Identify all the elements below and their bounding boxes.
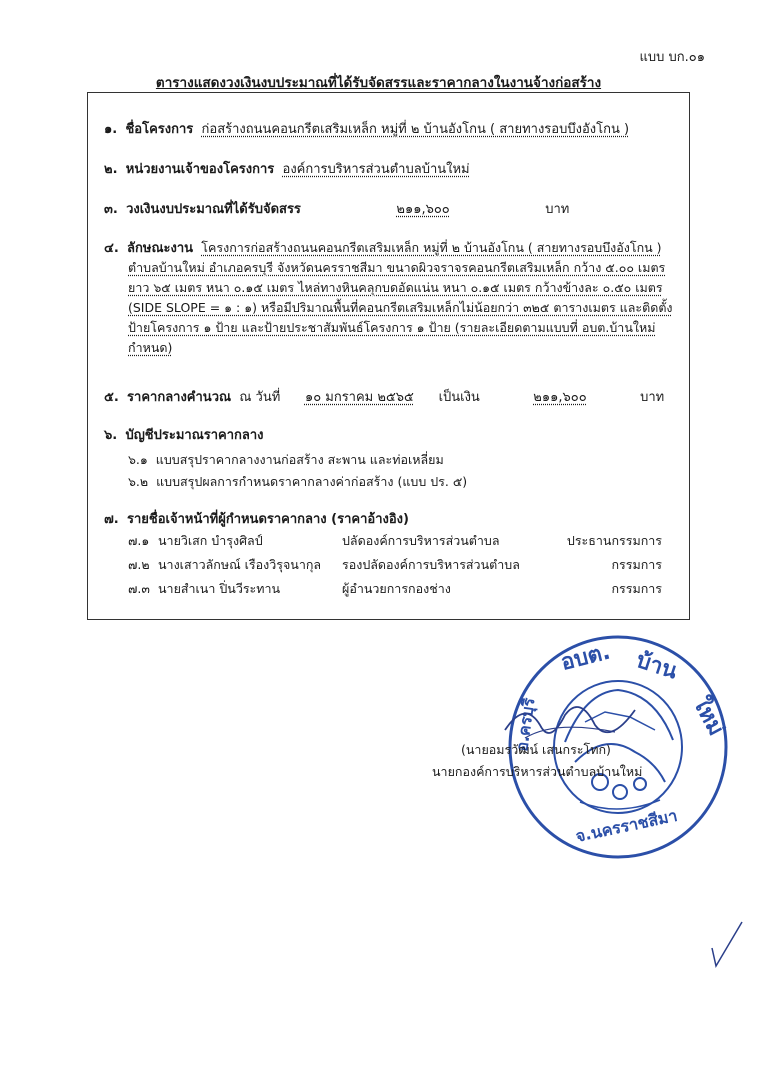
price-schedule-sub-item: ๖.๒ แบบสรุปผลการกำหนดราคากลางค่าก่อสร้าง (แบบ ปร. ๕): [128, 474, 468, 489]
calculation-date: ๑๐ มกราคม ๒๕๖๕: [304, 390, 414, 405]
official-number: ๗.๓: [128, 581, 150, 596]
item-budget: [104, 200, 569, 220]
svg-text:อ.ครบุรี: อ.ครบุรี: [512, 696, 539, 753]
price-schedule-label: บัญชีประมาณราคากลาง: [125, 428, 264, 443]
budget-value: ๒๑๑,๖๐๐: [396, 202, 450, 217]
project-name-value: ก่อสร้างถนนคอนกรีตเสริมเหล็ก หมู่ที่ ๒ บ้านอังโกน ( สายทางรอบบึงอังโกน ): [201, 122, 630, 137]
official-number: ๗.๒: [128, 557, 150, 572]
median-price-label: ราคากลางคำนวณ: [127, 390, 232, 405]
agency-value: องค์การบริหารส่วนตำบลบ้านใหม่: [282, 162, 470, 177]
item-agency: [104, 160, 470, 180]
official-name: นางเสาวลักษณ์ เรืองวิรุจนากุล: [158, 557, 322, 572]
officials-label: รายชื่อเจ้าหน้าที่ผู้กำหนดราคากลาง (ราคาอ้างอิง): [126, 512, 409, 527]
official-role: กรรมการ: [611, 581, 662, 596]
median-price-amount: ๒๑๑,๖๐๐: [533, 390, 587, 405]
svg-text:บ้าน: บ้าน: [633, 647, 681, 685]
item-number: ๒.: [104, 162, 118, 177]
work-description-line: (SIDE SLOPE = ๑ : ๑) หรือมีปริมาณพื้นที่คอนกรีตเสริมเหล็กไม่น้อยกว่า ๓๒๕ ตารางเมตร และติดตั้ง: [128, 300, 673, 315]
item-project-name: [104, 120, 629, 140]
item-officials: [104, 510, 409, 530]
document-title: ตารางแสดงวงเงินงบประมาณที่ได้รับจัดสรรและราคากลางในงานจ้างก่อสร้าง: [155, 75, 602, 91]
svg-text:จ.นครราชสีมา: จ.นครราชสีมา: [573, 805, 679, 846]
work-description-line: ตำบลบ้านใหม่ อำเภอครบุรี จังหวัดนครราชสีมา ขนาดผิวจราจรคอนกรีตเสริมเหล็ก กว้าง ๕.๐๐ เมตร: [128, 260, 666, 275]
agency-label: หน่วยงานเจ้าของโครงการ: [125, 162, 275, 177]
project-name-label: ชื่อโครงการ: [125, 122, 194, 137]
date-prefix: ณ วันที่: [239, 390, 281, 405]
budget-unit: บาท: [545, 202, 570, 217]
price-schedule-sub-item: ๖.๑ แบบสรุปราคากลางงานก่อสร้าง สะพาน และท่อเหลี่ยม: [128, 452, 444, 467]
item-number: ๕.: [104, 390, 119, 405]
official-position: รองปลัดองค์การบริหารส่วนตำบล: [342, 557, 520, 572]
work-description-line: ป้ายโครงการ ๑ ป้าย และป้ายประชาสัมพันธ์โครงการ ๑ ป้าย (รายละเอียดตามแบบที่ อบต.บ้านใหม่: [128, 320, 656, 335]
budget-label: วงเงินงบประมาณที่ได้รับจัดสรร: [126, 202, 301, 217]
official-name: นายวิเสก บำรุงศิลป์: [158, 533, 263, 548]
work-description-label: ลักษณะงาน: [127, 241, 194, 256]
item-median-price: [104, 388, 664, 408]
item-number: ๓.: [104, 202, 118, 217]
signer-name: (นายอมรวัฒน์ เสนกระโทก): [461, 742, 611, 757]
official-position: ปลัดองค์การบริหารส่วนตำบล: [342, 533, 500, 548]
signer-position: นายกองค์การบริหารส่วนตำบลบ้านใหม่: [432, 764, 643, 779]
item-number: ๔.: [104, 241, 119, 256]
item-number: ๗.: [104, 512, 119, 527]
item-number: ๖.: [104, 428, 118, 443]
work-description-line: ยาว ๖๕ เมตร หนา ๐.๑๕ เมตร ไหล่ทางหินคลุกบดอัดแน่น หนา ๐.๑๕ เมตร กว้างข้างละ ๐.๕๐ เมตร: [128, 280, 663, 295]
item-work-description: [104, 238, 662, 259]
work-description-line: โครงการก่อสร้างถนนคอนกรีตเสริมเหล็ก หมู่ที่ ๒ บ้านอังโกน ( สายทางรอบบึงอังโกน ): [201, 240, 662, 255]
check-mark: [706, 918, 746, 968]
form-code: แบบ บก.๐๑: [639, 50, 705, 65]
amount-unit: บาท: [640, 390, 665, 405]
official-position: ผู้อำนวยการกองช่าง: [342, 581, 451, 596]
work-description-line: กำหนด): [128, 340, 173, 355]
item-number: ๑.: [104, 122, 118, 137]
item-price-schedule: [104, 426, 264, 446]
svg-text:อบต.: อบต.: [558, 639, 613, 676]
amount-label: เป็นเงิน: [438, 390, 480, 405]
official-name: นายสำเนา ปิ่นวีระทาน: [158, 581, 281, 596]
official-role: กรรมการ: [611, 557, 662, 572]
official-role: ประธานกรรมการ: [566, 533, 662, 548]
official-number: ๗.๑: [128, 533, 150, 548]
svg-text:ใหม่: ใหม่: [687, 693, 729, 740]
